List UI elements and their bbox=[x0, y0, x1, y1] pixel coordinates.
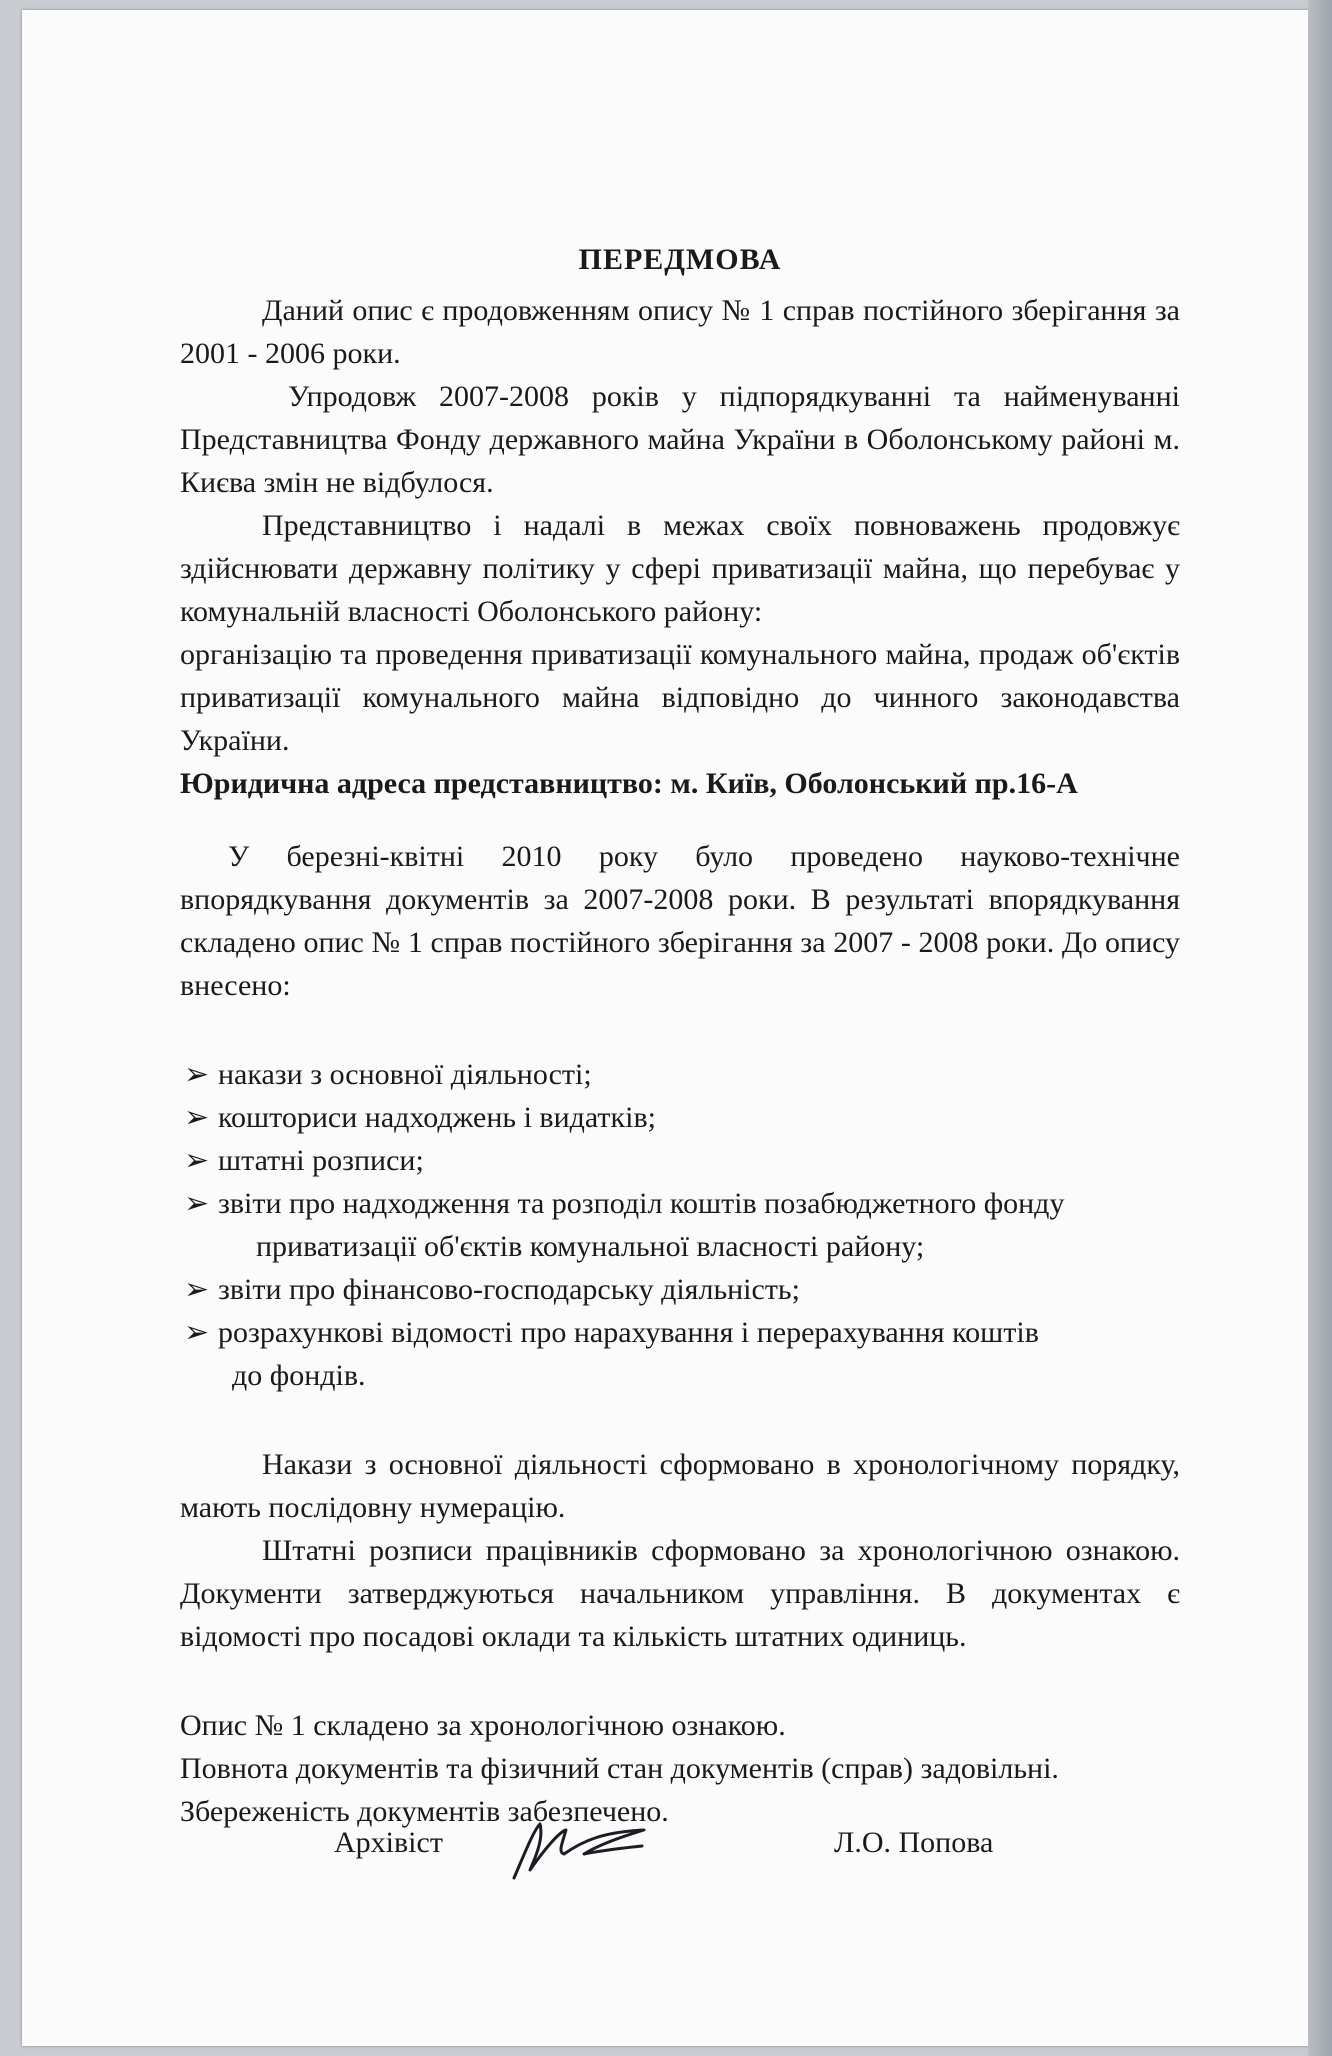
page-edge bbox=[1308, 0, 1332, 2056]
paragraph-functions: Представництво і надалі в межах своїх повноважень продовжує здійснювати державну політику у сфері приватизації майна, що перебуває у комунальній власності Оболонського району: bbox=[180, 509, 1180, 628]
paragraph-no-changes: Упродовж 2007-2008 років у підпорядкуванні та найменуванні Представництва Фонду державного майна України в Оболонському районі м. Києва змін не відбулося. bbox=[180, 380, 1180, 499]
closing-line: Збереженість документів забезпечено. bbox=[180, 1795, 669, 1828]
signer-role: Архівіст bbox=[334, 1826, 443, 1859]
list-item: ➢ штатні розписи; bbox=[180, 1139, 1180, 1182]
signature-block bbox=[334, 1810, 1034, 1900]
paragraph-privatization: організацію та проведення приватизації комунального майна, продаж об'єктів приватизації комунального майна відповідно до чинного законодавства України. bbox=[180, 638, 1180, 757]
arrow-bullet-icon: ➢ bbox=[184, 1144, 210, 1177]
list-item: ➢ розрахункові відомості про нарахування і перерахування коштів до фондів. bbox=[180, 1311, 1180, 1397]
paragraph-ordering: У березні-квітні 2010 року було проведено науково-технічне впорядкування документів за 2007-2008 роки. В результаті впорядкування складено опис № 1 справ постійного зберігання за 2007 - 2008 роки. До опису внесено: bbox=[180, 840, 1180, 1002]
arrow-bullet-icon: ➢ bbox=[184, 1273, 210, 1306]
paragraph-intro: Даний опис є продовженням опису № 1 справ постійного зберігання за 2001 - 2006 роки. bbox=[180, 294, 1180, 370]
arrow-bullet-icon: ➢ bbox=[184, 1101, 210, 1134]
list-item: ➢ накази з основної діяльності; bbox=[180, 1053, 1180, 1096]
arrow-bullet-icon: ➢ bbox=[184, 1058, 210, 1091]
closing-line: Повнота документів та фізичний стан документів (справ) задовільні. bbox=[180, 1752, 1059, 1785]
legal-address: Юридична адреса представництво: м. Київ, Оболонський пр.16-А bbox=[180, 767, 1078, 800]
list-item: ➢ звіти про надходження та розподіл коштів позабюджетного фонду приватизації об'єктів комунальної власності району; bbox=[180, 1182, 1180, 1268]
paragraph-orders: Накази з основної діяльності сформовано в хронологічному порядку, мають послідовну нумерацію. bbox=[180, 1448, 1180, 1524]
arrow-bullet-icon: ➢ bbox=[184, 1187, 210, 1220]
signer-name: Л.О. Попова bbox=[834, 1826, 994, 1859]
paragraph-staff: Штатні розписи працівників сформовано за хронологічною ознакою. Документи затверджуються начальником управління. В документах є відомості про посадові оклади та кількість штатних одиниць. bbox=[180, 1534, 1180, 1653]
list-item: ➢ звіти про фінансово-господарську діяльність; bbox=[180, 1268, 1180, 1311]
document-title: ПЕРЕДМОВА bbox=[578, 243, 782, 276]
arrow-bullet-icon: ➢ bbox=[184, 1316, 210, 1349]
list-item: ➢ кошториси надходжень і видатків; bbox=[180, 1096, 1180, 1139]
contents-list bbox=[180, 1053, 1180, 1397]
document-body bbox=[180, 238, 1180, 1833]
document-page bbox=[22, 10, 1310, 2046]
closing-line: Опис № 1 складено за хронологічною ознакою. bbox=[180, 1709, 786, 1742]
handwritten-signature-icon bbox=[504, 1810, 654, 1890]
